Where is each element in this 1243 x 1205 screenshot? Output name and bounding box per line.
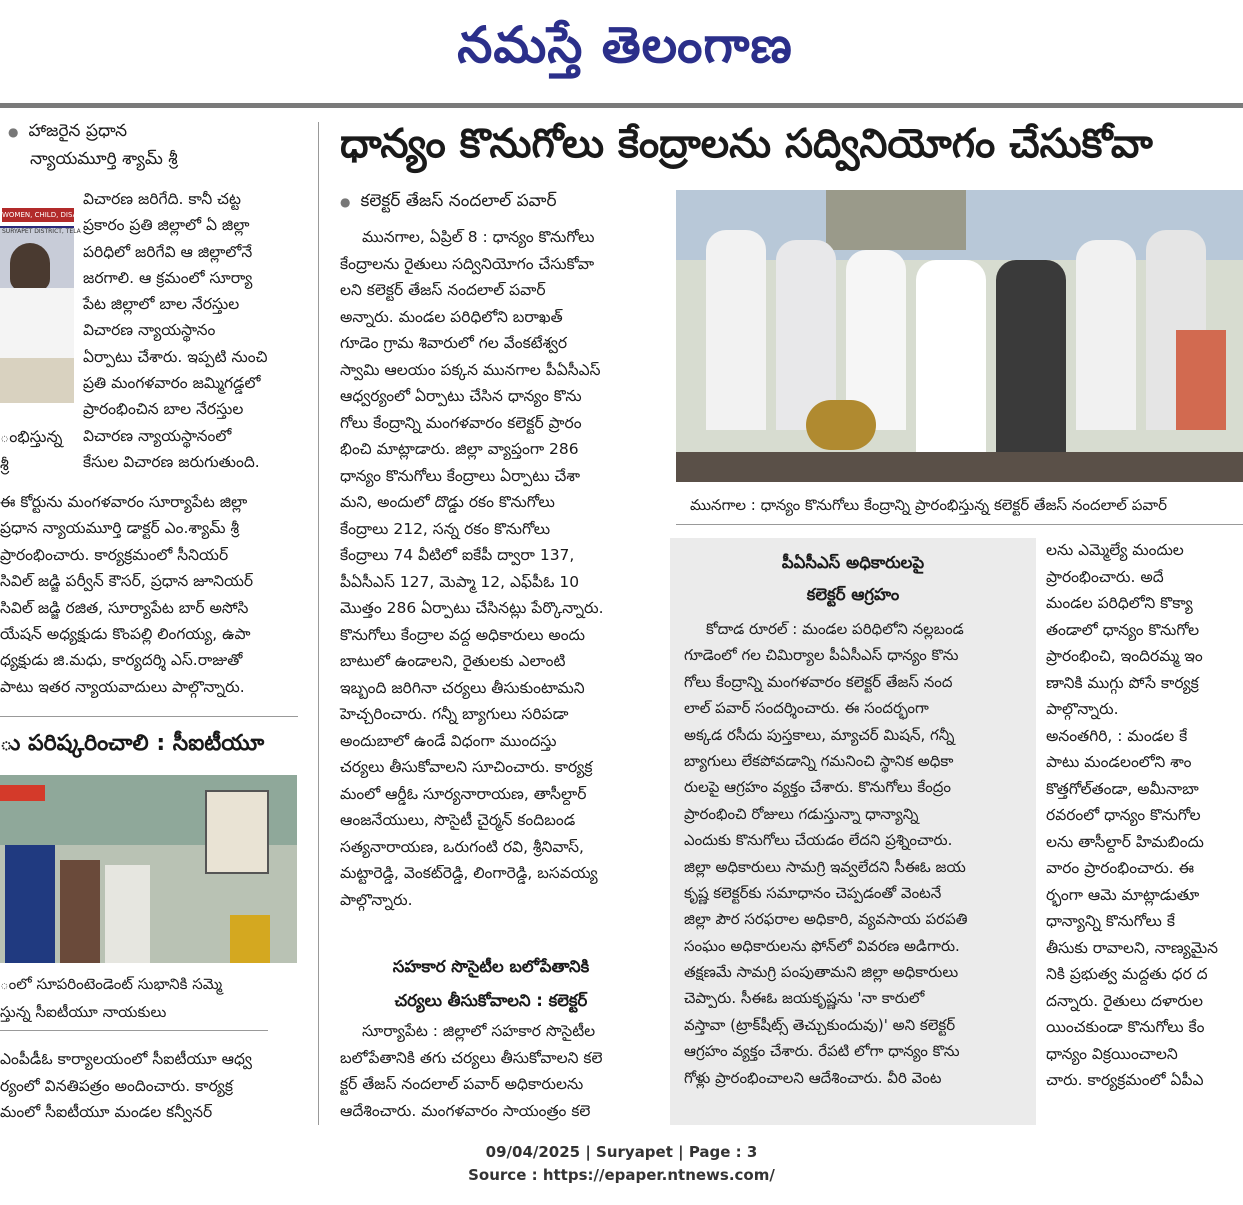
footer-source-line: Source : https://epaper.ntnews.com/ [468, 1166, 775, 1184]
left-side-text-line: జరగాలి. ఆ క్రమంలో సూర్యా [83, 268, 253, 287]
coop-body-line: క్టర్ తేజస్ నందలాల్ పవార్ అధికారులను [340, 1075, 584, 1093]
citu-caption-2: స్తున్న సీఐటీయూ నాయకులు [0, 1003, 167, 1021]
main-body-line: బాటులో ఉండాలని, రైతులకు ఎలాంటి [340, 652, 566, 670]
main-body-line: గోలు కేంద్రాన్ని మంగళవారం కలెక్టర్ ప్రారం [340, 413, 582, 432]
main-body-line: మని, అందులో దొడ్డు రకం కొనుగోలు [340, 493, 555, 511]
newspaper-logo: నమస్తే తెలంగాణ [457, 16, 793, 74]
right-body-line: కొత్తగోల్‌తండా, అమీనాబా [1046, 779, 1199, 798]
box-body-line: కృష్ణ కలెక్టర్‌కు సమాధానం చెప్పడంతో వెంటనే [684, 883, 942, 902]
right-body-line: రవరంలో ధాన్యం కొనుగోల [1046, 806, 1201, 824]
right-body-line: ధాన్యాన్ని కొనుగోలు కే [1046, 912, 1175, 930]
photo-caption-1: ంభిస్తున్న [0, 427, 63, 446]
main-body-line: పాల్గొన్నారు. [340, 890, 413, 909]
right-body-line: పాల్గొన్నారు. [1046, 700, 1119, 718]
masthead [0, 0, 1243, 100]
main-body-line: స్వామి ఆలయం పక్కన మునగాల పీఏసీఎస్ [340, 360, 601, 379]
left-bottom-text-line: మంలో సీఐటీయూ మండల కన్వీనర్ [0, 1103, 213, 1121]
main-body-line: మునగాల, ఏప్రిల్ 8 : ధాన్యం కొనుగోలు [362, 228, 595, 246]
right-body-line: యించకుండా కొనుగోలు కేం [1046, 1018, 1205, 1036]
right-body-line: ర్భంగా ఆమె మాట్లాడుతూ [1046, 885, 1200, 904]
left-top-line2: న్యాయమూర్తి శ్యామ్ శ్రీ [30, 149, 178, 169]
left-full-text-line: ఈ కోర్టును మంగళవారం సూర్యాపేట జిల్లా [0, 493, 248, 511]
left-side-text-line: పేట జిల్లాలో బాల నేరస్తుల [83, 295, 240, 314]
coop-body-line: బలోపేతానికి తగు చర్యలు తీసుకోవాలని కలె [340, 1048, 603, 1067]
left-side-text-line: విచారణ న్యాయస్థానంలో [83, 426, 232, 445]
main-body-line: అందుబాలో ఉండే విధంగా ముందస్తు [340, 731, 557, 750]
left-side-text-line: ఏర్పాటు చేశారు. ఇప్పటి నుంచి [83, 347, 268, 366]
left-side-text-line: ప్రకారం ప్రతి జిల్లాలో ఏ జిల్లా [83, 216, 250, 235]
left-side-text-line: ప్రారంభించిన బాల నేరస్తుల [83, 400, 244, 419]
main-body-line: పీఏసీఎస్ 127, మెప్మా 12, ఎఫ్‌పీఓ 10 [340, 572, 580, 591]
box-body-line: జిల్లా పౌర సరఫరాల అధికారి, వ్యవసాయ పరపతి [684, 910, 968, 929]
left-full-text-line: యేషన్ అధ్యక్షుడు కొంపల్లి లింగయ్య, ఉపా [0, 624, 251, 643]
left-side-text [83, 186, 297, 475]
right-body-line: వారం ప్రారంభించారు. ఈ [1046, 859, 1194, 877]
left-full-text-line: ధ్యక్షుడు జి.మధు, కార్యదర్శి ఎస్.రాజుతో [0, 651, 243, 670]
main-photo-caption: మునగాల : ధాన్యం కొనుగోలు కేంద్రాన్ని ప్రారంభిస్తున్న కలెక్టర్ తేజస్ నందలాల్ పవార్ [690, 496, 1167, 514]
box-body-line: గోలు కేంద్రాన్ని మంగళవారం కలెక్టర్ తేజస్ నంద [684, 672, 953, 691]
citu-text [0, 1046, 297, 1126]
right-body-line: ప్రారంభించి, ఇందిరమ్మ ఇం [1046, 647, 1203, 665]
main-body-line: గూడెం గ్రామ శివారులో గల వేంకటేశ్వర [340, 334, 568, 352]
box-body-line: రులపై ఆగ్రహం వ్యక్తం చేశారు. కొనుగోలు కేంద్రం [684, 778, 951, 797]
left-full-text [0, 489, 297, 700]
photo-banner2: SURYAPET DISTRICT, TELA [2, 228, 81, 235]
main-body-line: ఇబ్బంది జరిగినా చర్యలు తీసుకుంటామని [340, 678, 585, 697]
right-column-text [1046, 537, 1243, 1094]
box-body-line: కోదాడ రూరల్ : మండల పరిధిలోని నల్లబండ [706, 620, 964, 638]
right-body-line: ధాన్యం విక్రయించాలని [1046, 1044, 1178, 1063]
left-bottom-text-line: ర్యంలో వినతిపత్రం అందించారు. కార్యక్ర [0, 1076, 233, 1095]
box-body-line: ఎందుకు కొనుగోలు చేయడం లేదని ప్రశ్నించారు. [684, 831, 953, 850]
box-body-line: సంఘం అధికారులను ఫోన్‌లో వివరణ అడిగారు. [684, 936, 960, 955]
masthead-rule [0, 103, 1243, 108]
caption-divider [676, 524, 1243, 525]
box-body-line: గోళ్లు ప్రారంభించాలని ఆదేశించారు. వీరి వెంట [684, 1068, 942, 1087]
main-body-line: కొనుగోలు కేంద్రాల వద్ద అధికారులు అందు [340, 625, 585, 644]
main-body-line: మొత్తం 286 ఏర్పాటు చేసినట్లు పేర్కొన్నారు. [340, 599, 604, 617]
left-top-line1: ● హాజరైన ప్రధాన [8, 118, 308, 146]
right-body-line: లను ఎమ్మెల్యే మందుల [1046, 541, 1184, 559]
coop-head-2: చర్యలు తీసుకోవాలని : కలెక్టర్ [394, 991, 588, 1010]
box-body-line: గూడెంలో గల చిమిర్యాల పీఏసీఎస్ ధాన్యం కొను [684, 646, 959, 665]
right-body-line: పాటు మండలంలోని శాం [1046, 753, 1192, 771]
main-body-line: మట్టారెడ్డి, వెంకట్‌రెడ్డి, లింగారెడ్డి, బసవయ్య [340, 864, 598, 882]
left-full-text-line: పాటు ఇతర న్యాయవాదులు పాల్గొన్నారు. [0, 677, 245, 696]
left-side-text-line: కేసుల విచారణ జరుగుతుంది. [83, 452, 260, 471]
main-body-line: మంలో ఆర్డీఓ సూర్యనారాయణ, తాసీల్దార్ [340, 784, 587, 803]
right-body-line: చారు. కార్యక్రమంలో ఏపీఎ [1046, 1071, 1204, 1089]
court-photo [0, 188, 96, 403]
main-body-line: హెచ్చరించారు. గన్నీ బ్యాగులు సరిపడా [340, 705, 569, 723]
box-body-line: చెప్పారు. సీఈఓ జయకృష్ణను 'నా కారులో [684, 989, 925, 1008]
pacs-body [684, 616, 1028, 1091]
main-body-line: అన్నారు. మండల పరిధిలోని బరాఖత్ [340, 307, 563, 326]
right-body-line: లను తాసీల్దార్ హిమబిందు [1046, 832, 1204, 851]
main-body-line: కేంద్రాలను రైతులు సద్వినియోగం చేసుకోవా [340, 254, 595, 273]
main-body-line: ఆధ్వర్యంలో ఏర్పాటు చేసిన ధాన్యం కొను [340, 387, 582, 405]
right-body-line: తండాలో ధాన్యం కొనుగోల [1046, 620, 1200, 639]
right-body-line: ణానికి ముగ్గు పోసే కార్యక్ర [1046, 673, 1199, 692]
left-side-text-line: పరిధిలో జరిగేవి ఆ జిల్లాలోనే [83, 242, 253, 261]
right-body-line: ప్రారంభించారు. అదే [1046, 567, 1164, 586]
coop-head-1: సహకార సొసైటీల బలోపేతానికి [392, 957, 590, 976]
left-side-text-line: ప్రతి మంగళవారం జమ్మిగడ్డలో [83, 374, 261, 393]
left-full-text-line: సివిల్ జడ్జి పర్వీన్ కౌసర్, ప్రధాన జూనియర్ [0, 572, 254, 591]
footer-date-line: 09/04/2025 | Suryapet | Page : 3 [485, 1143, 758, 1161]
right-body-line: అనంతగిరి, : మండల కే [1046, 726, 1188, 745]
box-body-line: వస్తావా (ట్రాక్‌షీట్స్ తెచ్చుకుందువు)' అని కలెక్టర్ [684, 1015, 956, 1034]
citu-divider [0, 1030, 268, 1031]
left-side-text-line: విచారణ జరిగేది. కానీ చట్ట [83, 190, 241, 208]
coop-body-line: సూర్యాపేట : జిల్లాలో సహకార సొసైటీల [362, 1022, 596, 1040]
main-body-line: ఆంజనేయులు, సొసైటీ చైర్మన్ కందిబండ [340, 811, 576, 829]
main-byline: ● కలెక్టర్ తేజస్ నందలాల్ పవార్ [340, 188, 660, 216]
left-bottom-text-line: ఎంపీడీఓ కార్యాలయంలో సీఐటీయూ ఆధ్వ [0, 1050, 252, 1068]
box-body-line: బ్యాగులు లేకపోవడాన్ని గమనించి స్థానిక అధికా [684, 751, 954, 770]
left-side-text-line: విచారణ న్యాయస్థానం [83, 321, 216, 340]
pacs-head-2: కలెక్టర్ ఆగ్రహం [806, 585, 900, 604]
main-body-line: ధాన్యం కొనుగోలు కేంద్రాలు ఏర్పాటు చేశా [340, 466, 580, 485]
box-body-line: లాల్ పవార్ సందర్శించారు. ఈ సందర్భంగా [684, 699, 929, 718]
right-body-line: మండల పరిధిలోని కొక్యా [1046, 594, 1193, 612]
main-body-line: భించి మాట్లాడారు. జిల్లా వ్యాప్తంగా 286 [340, 440, 579, 458]
left-full-text-line: ప్రారంభించారు. కార్యక్రమంలో సీనియర్ [0, 545, 229, 564]
coop-body-line: ఆదేశించారు. మంగళవారం సాయంత్రం కలె [340, 1101, 591, 1120]
right-body-line: దన్నారు. రైతులు దళారుల [1046, 991, 1203, 1010]
main-body-line: సత్యనారాయణ, ఒరుగంటి రవి, శ్రీనివాస్, [340, 837, 584, 856]
citu-photo [0, 775, 297, 963]
citu-headline: ు పరిష్కరించాలి : సీఐటీయూ [0, 731, 265, 756]
right-body-line: నికి ప్రభుత్వ మద్దతు ధర ద [1046, 965, 1208, 983]
right-body-line: తీసుకు రావాలని, నాణ్యమైన [1046, 938, 1219, 957]
photo-banner: WOMEN, CHILD, DISABLED [2, 208, 74, 222]
main-body [340, 224, 642, 913]
main-body-line: లని కలెక్టర్ తేజస్ నందలాల్ పవార్ [340, 281, 546, 299]
box-body-line: అక్కడ రసీదు పుస్తకాలు, మ్యాచర్ మిషన్, గన్నీ [684, 725, 955, 744]
box-body-line: తక్షణమే సామగ్రి పంపుతామని జిల్లా అధికారులు [684, 963, 959, 982]
pacs-head-1: పీఏసీఎస్ అధికారులపై [781, 553, 925, 572]
citu-caption-1: ంలో సూపరింటెండెంట్ సుభానికి సమ్మె [0, 975, 223, 993]
main-body-line: కేంద్రాలు 212, సన్న రకం కొనుగోలు [340, 519, 551, 538]
left-full-text-line: ప్రధాన న్యాయమూర్తి డాక్టర్ ఎం.శ్యామ్ శ్రీ [0, 519, 240, 538]
column-rule-1 [318, 122, 319, 1125]
left-divider [0, 716, 298, 717]
box-body-line: జిల్లా అధికారులు సామగ్రి ఇవ్వలేదని సీఈఓ జయ [684, 857, 966, 876]
left-full-text-line: సివిల్ జడ్జి రజిత, సూర్యాపేట బార్ అసోసి [0, 598, 249, 617]
main-body-line: కేంద్రాలు 74 వీటిలో ఐకేపీ ద్వారా 137, [340, 546, 575, 564]
main-headline: ధాన్యం కొనుగోలు కేంద్రాలను సద్వినియోగం చేసుకోవా [340, 121, 1153, 167]
box-body-line: ప్రారంభించి రోజులు గడుస్తున్నా ధాన్యాన్ని [684, 804, 919, 823]
box-body-line: ఆగ్రహం వ్యక్తం చేశారు. రేపటి లోగా ధాన్యం కొను [684, 1042, 960, 1061]
main-body-line: చర్యలు తీసుకోవాలని సూచించారు. కార్యక్ర [340, 758, 593, 776]
photo-caption-2: శ్రీ [0, 455, 9, 474]
main-photo [676, 190, 1243, 482]
coop-body [340, 1018, 642, 1124]
